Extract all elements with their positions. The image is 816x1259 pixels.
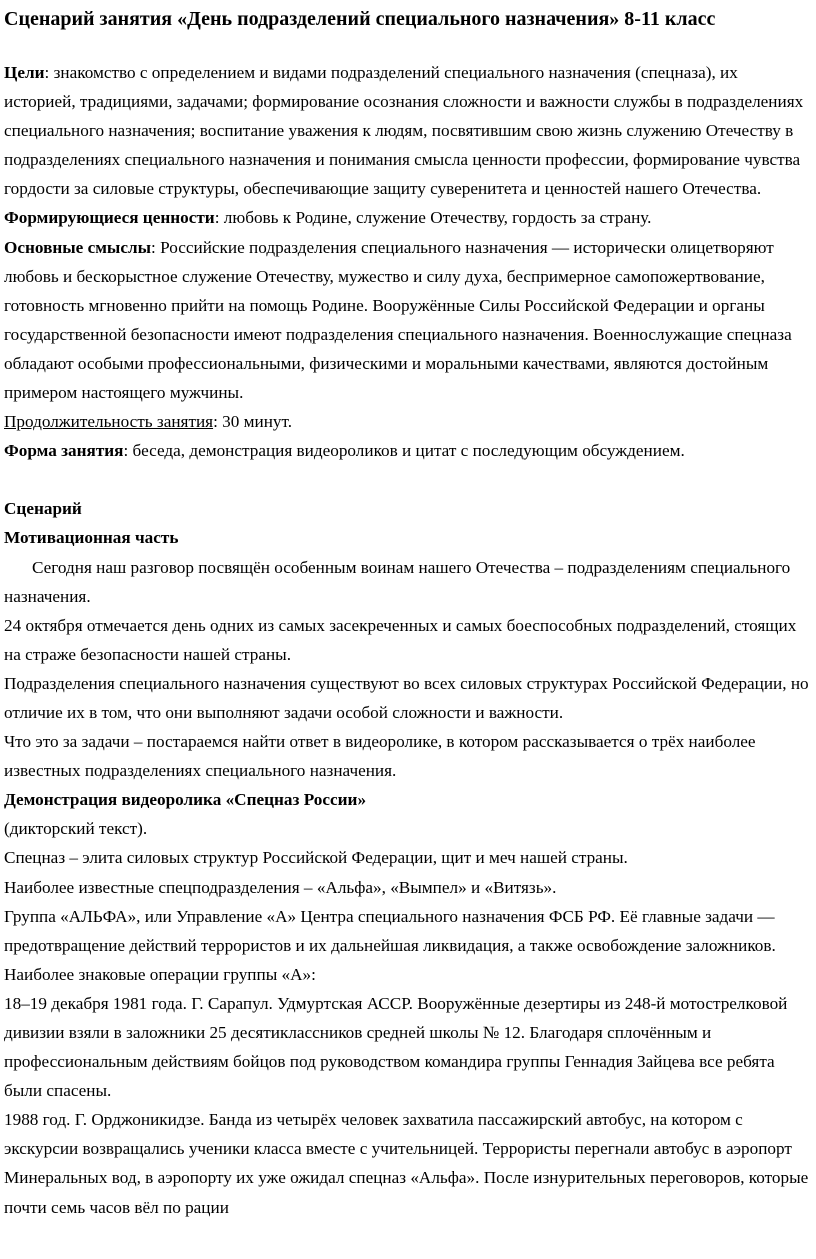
- goals-label: Цели: [4, 63, 45, 82]
- scenario-heading: Сценарий: [4, 499, 82, 519]
- motivation-paragraph: Подразделения специального назначения существуют во всех силовых структурах Российской Федерации, но отличие их в том, что они выполняют задачи особой сложности и важности.: [4, 673, 809, 722]
- section-gap: [4, 465, 812, 494]
- duration-paragraph: [4, 407, 812, 436]
- video-paragraph: 1988 год. Г. Орджоникидзе. Банда из четырёх человек захватила пассажирский автобус, на котором с экскурсии возвращались ученики класса вместе с учительницей. Террористы перегнали автобус в аэропорт Минеральных вод, в аэропорту их уже ожидал спецназ «Альфа». После изнурительных переговоров, которые почти семь часов вёл по рации: [4, 1110, 809, 1217]
- meanings-label: Основные смыслы: [4, 237, 152, 257]
- motivation-heading: Мотивационная часть: [4, 528, 179, 548]
- video-paragraph: 18–19 декабря 1981 года. Г. Сарапул. Удмуртская АССР. Вооружённые дезертиры из 248-й мотострелковой дивизии взяли в заложники 25 десятиклассников средней школы № 12. Благодаря сплочённым и профессиональным действиям бойцов под руководством командира группы Геннадия Зайцева все ребята были спасены.: [4, 993, 788, 1101]
- duration-label: Продолжительность занятия: [4, 412, 214, 432]
- motivation-paragraph: 24 октября отмечается день одних из самых засекреченных и самых боеспособных подразделений, стоящих на страже безопасности нашей страны.: [4, 615, 797, 664]
- duration-text: : 30 минут.: [213, 412, 292, 432]
- form-text: : беседа, демонстрация видеороликов и цитат с последующим обсуждением.: [123, 441, 685, 461]
- motivation-paragraph: Сегодня наш разговор посвящён особенным воинам нашего Отечества – подразделениям специального назначения.: [4, 557, 791, 606]
- values-paragraph: [4, 203, 812, 232]
- video-paragraph: (дикторский текст).: [4, 819, 148, 839]
- video-heading: Демонстрация видеоролика «Спецназ России»: [4, 790, 367, 810]
- values-label: Формирующиеся ценности: [4, 208, 215, 228]
- video-paragraph: Спецназ – элита силовых структур Российской Федерации, щит и меч нашей страны.: [4, 848, 628, 868]
- motivation-paragraph: Что это за задачи – постараемся найти ответ в видеоролике, в котором рассказывается о трёх наиболее известных подразделениях специального назначения.: [4, 732, 756, 781]
- meanings-text: : Российские подразделения специального назначения — исторически олицетворяют любовь и бескорыстное служение Отечеству, мужество и силу духа, беспримерное самопожертвование, готовность мгновенно прийти на помощь Родине. Вооружённые Силы Российской Федерации и органы государственной безопасности имеют подразделения специального назначения. Военнослужащие спецназа обладают особыми профессиональными, физическими и моральными качествами, являются достойным примером настоящего мужчины.: [4, 237, 792, 403]
- form-label: Форма занятия: [4, 441, 124, 461]
- goals-text: : знакомство с определением и видами подразделений специального назначения (спецназа), их историей, традициями, задачами; формирование осознания сложности и важности службы в подразделениях специального назначения; воспитание уважения к людям, посвятившим свою жизнь служению Отечеству в подразделениях специального назначения и понимания смысла ценности профессии, формирование чувства гордости за силовые структуры, обеспечивающие защиту суверенитета и ценностей нашего Отечества.: [4, 63, 804, 199]
- meanings-paragraph: [4, 233, 812, 408]
- form-paragraph: [4, 436, 812, 465]
- video-paragraph: Наиболее известные спецподразделения – «Альфа», «Вымпел» и «Витязь».: [4, 877, 557, 897]
- goals-paragraph: [4, 58, 812, 203]
- values-text: : любовь к Родине, служение Отечеству, гордость за страну.: [214, 208, 652, 228]
- video-paragraph: Группа «АЛЬФА», или Управление «А» Центра специального назначения ФСБ РФ. Её главные задачи — предотвращение действий террористов и их дальнейшая ликвидация, а также освобождение заложников. Наиболее знаковые операции группы «А»:: [4, 906, 776, 984]
- document-title: Сценарий занятия «День подразделений специального назначения» 8-11 класс: [4, 8, 716, 30]
